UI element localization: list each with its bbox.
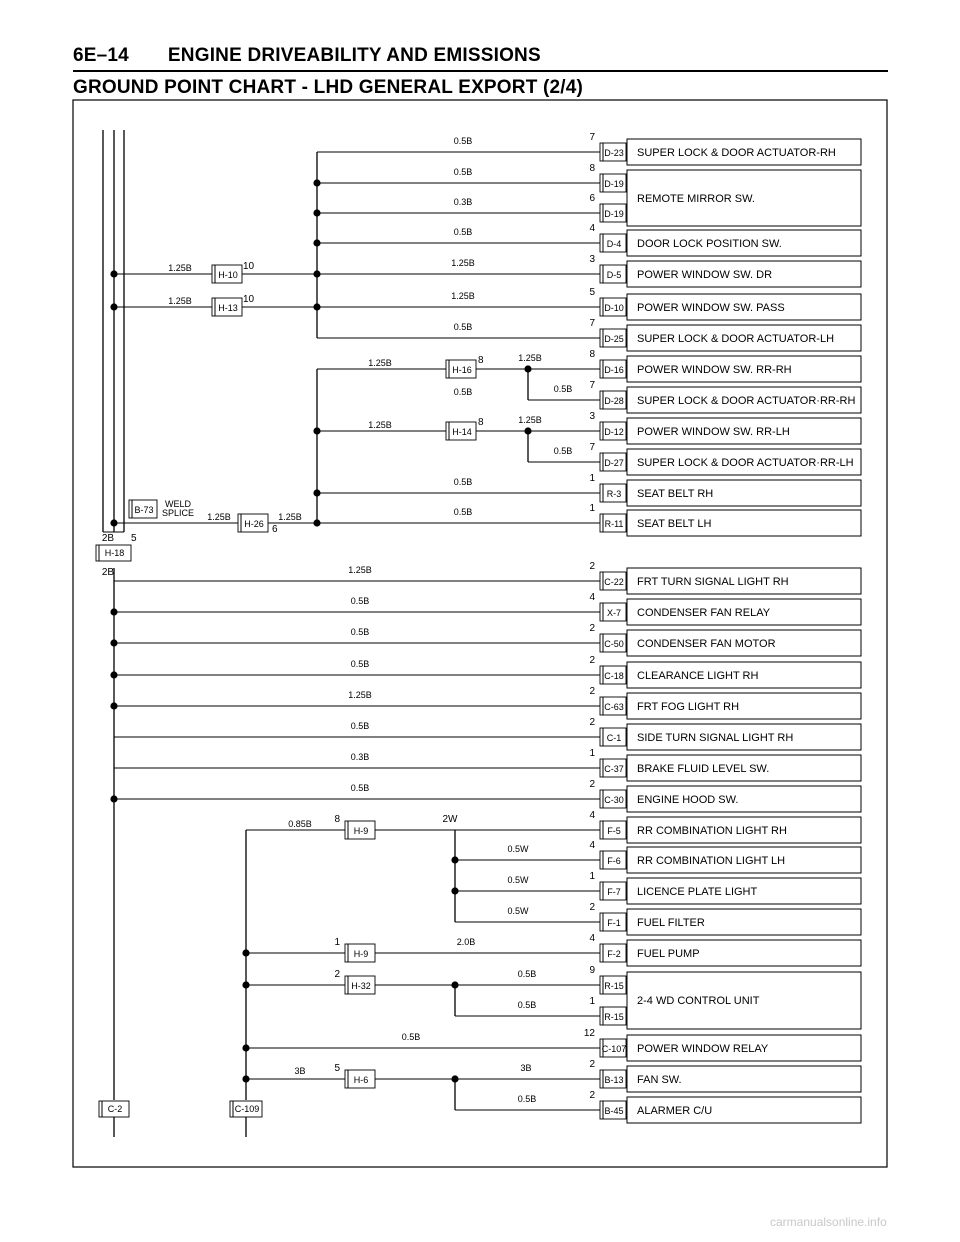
connector-r-3-text: R-3 — [606, 489, 622, 499]
connector-d-4-text: D-4 — [606, 239, 622, 249]
connector-r-15-text: R-15 — [604, 1012, 624, 1022]
wire-spec: 3B — [520, 1063, 532, 1073]
connector-h6-text: H-6 — [353, 1075, 369, 1085]
chart-title: GROUND POINT CHART - LHD GENERAL EXPORT (2/4) — [73, 77, 584, 98]
wire-spec: 0.5B — [453, 477, 473, 487]
pin-number: 4 — [589, 223, 595, 234]
connector-c-37-text: C-37 — [604, 764, 624, 774]
pin-number: 2 — [589, 779, 595, 790]
wire-spec: 2B — [101, 567, 115, 578]
ground-dot — [110, 303, 117, 310]
component-name: RR COMBINATION LIGHT LH — [637, 855, 786, 867]
component-name: FRT FOG LIGHT RH — [637, 701, 740, 713]
wire-spec: 0.5B — [553, 446, 573, 456]
component-name: FRT TURN SIGNAL LIGHT RH — [637, 576, 789, 588]
splice-dot-harness — [242, 949, 249, 956]
connector-d-19-text: D-19 — [604, 179, 624, 189]
component-name: SEAT BELT RH — [637, 488, 714, 500]
component-name: DOOR LOCK POSITION SW. — [637, 238, 782, 250]
component-name: SUPER LOCK & DOOR ACTUATOR·RR-LH — [637, 457, 854, 469]
splice-dot-door — [313, 239, 320, 246]
connector-f-1-text: F-1 — [607, 918, 621, 928]
component-name: SUPER LOCK & DOOR ACTUATOR-RH — [637, 147, 836, 159]
pin-number: 12 — [583, 1028, 595, 1039]
wire-spec: 0.5B — [453, 136, 473, 146]
splice-dot-rrrh — [524, 365, 531, 372]
component-name: FAN SW. — [637, 1074, 682, 1086]
pin-number: 4 — [589, 592, 595, 603]
splice-dot-rear — [313, 519, 320, 526]
splice-points — [110, 179, 531, 1082]
connector-d-27-text: D-27 — [604, 458, 624, 468]
wire-spec: 0.5B — [553, 384, 573, 394]
splice-dot-lights — [451, 887, 458, 894]
splice-dot-door — [313, 303, 320, 310]
pin-number: 7 — [589, 380, 595, 391]
connector-c-18-text: C-18 — [604, 671, 624, 681]
wire-spec: 0.5B — [453, 387, 473, 397]
pin-number: 7 — [589, 318, 595, 329]
pin-number: 2 — [334, 969, 340, 980]
pin-number: 5 — [131, 533, 137, 544]
pin-number: 8 — [589, 349, 595, 360]
connector-r-15-text: R-15 — [604, 981, 624, 991]
connector-h14-text: H-14 — [452, 427, 472, 437]
splice-dot-4wd — [451, 981, 458, 988]
pin-number: 4 — [589, 810, 595, 821]
wire-spec: 2B — [101, 533, 115, 544]
pin-number: 4 — [589, 840, 595, 851]
wire-spec: 0.5B — [453, 322, 473, 332]
connector-d-23-text: D-23 — [604, 148, 624, 158]
connector-f-7-text: F-7 — [607, 887, 621, 897]
pin-number: 1 — [589, 871, 595, 882]
pin-number: 8 — [589, 163, 595, 174]
component-name: SEAT BELT LH — [637, 518, 712, 530]
splice-dot-rear — [313, 489, 320, 496]
component-name: POWER WINDOW SW. DR — [637, 269, 773, 281]
component-name: SUPER LOCK & DOOR ACTUATOR-LH — [637, 333, 835, 345]
wire-spec: 1.25B — [518, 353, 542, 363]
pin-number: 4 — [589, 933, 595, 944]
wire-spec: 1.25B — [368, 420, 392, 430]
connector-d-5-text: D-5 — [606, 270, 622, 280]
component-name: CONDENSER FAN MOTOR — [637, 638, 776, 650]
pin-number: 2 — [589, 561, 595, 572]
wire-spec: 0.5B — [350, 627, 370, 637]
wire-spec: 0.5B — [517, 969, 537, 979]
component-name: FUEL PUMP — [637, 948, 700, 960]
connector-d-28-text: D-28 — [604, 396, 624, 406]
wire-spec: 1.25B — [348, 565, 372, 575]
connector-c109-text: C-109 — [234, 1104, 260, 1114]
wire-spec: 0.5B — [517, 1000, 537, 1010]
connector-d-10-text: D-10 — [604, 303, 624, 313]
connector-d-19-text: D-19 — [604, 209, 624, 219]
component-name: ALARMER C/U — [637, 1105, 713, 1117]
connector-h16-text: H-16 — [452, 365, 472, 375]
pin-number: 2 — [589, 1059, 595, 1070]
pin-number: 3 — [589, 411, 595, 422]
wire-spec: 0.5W — [507, 906, 529, 916]
wire-spec: 1.25B — [278, 512, 302, 522]
pin-number: 2 — [589, 902, 595, 913]
wire-spec: 1.25B — [168, 263, 192, 273]
splice-dot-lights — [451, 856, 458, 863]
component-name: LICENCE PLATE LIGHT — [637, 886, 758, 898]
wire-spec: 2.0B — [456, 937, 476, 947]
wire-spec: 0.3B — [350, 752, 370, 762]
wire-spec: 0.5W — [507, 844, 529, 854]
wire-spec: 1.25B — [168, 296, 192, 306]
connector-h18-text: H-18 — [104, 548, 125, 558]
component-name: SIDE TURN SIGNAL LIGHT RH — [637, 732, 794, 744]
wire-spec: 0.5B — [453, 167, 473, 177]
wire-spec: 0.5W — [507, 875, 529, 885]
connector-c-30-text: C-30 — [604, 795, 624, 805]
wire-spec: 0.5B — [350, 659, 370, 669]
connector-c-63-text: C-63 — [604, 702, 624, 712]
connector-d-25-text: D-25 — [604, 334, 624, 344]
pin-number: 2 — [589, 655, 595, 666]
wire-spec: 1.25B — [368, 358, 392, 368]
connector-h9b-text: H-9 — [353, 949, 369, 959]
ground-dot — [110, 639, 117, 646]
pin-number: 1 — [334, 937, 340, 948]
component-name: RR COMBINATION LIGHT RH — [637, 825, 787, 837]
wire-spec: 1.25B — [451, 291, 475, 301]
ground-dot — [110, 795, 117, 802]
pin-number: 8 — [478, 355, 484, 366]
wire-spec: 1.25B — [207, 512, 231, 522]
pin-number: 10 — [243, 294, 255, 305]
wire-spec: 1.25B — [451, 258, 475, 268]
connector-r-11-text: R-11 — [604, 519, 624, 529]
connector-b-13-text: B-13 — [604, 1075, 624, 1085]
pin-number: 1 — [589, 996, 595, 1007]
wire-spec: 1.25B — [518, 415, 542, 425]
connector-b73-text: B-73 — [134, 505, 154, 515]
component-name: POWER WINDOW SW. RR-LH — [637, 426, 790, 438]
pin-number: 1 — [589, 503, 595, 514]
connector-h9-text: H-9 — [353, 826, 369, 836]
splice-dot-rear — [313, 427, 320, 434]
wire-spec: 0.5B — [350, 596, 370, 606]
connector-c-1-text: C-1 — [606, 733, 622, 743]
pin-number: 8 — [334, 814, 340, 825]
watermark: carmanualsonline.info — [770, 1215, 887, 1229]
pin-number: 9 — [589, 965, 595, 976]
pin-number: 2 — [589, 686, 595, 697]
component-name: CLEARANCE LIGHT RH — [637, 670, 759, 682]
connector-f-6-text: F-6 — [607, 856, 621, 866]
weld-label: WELD — [164, 499, 192, 509]
splice-dot-door — [313, 179, 320, 186]
splice-dot-fan — [451, 1075, 458, 1082]
ground-dot — [110, 671, 117, 678]
component-name: BRAKE FLUID LEVEL SW. — [637, 763, 770, 775]
connector-x-7-text: X-7 — [606, 608, 622, 618]
component-name-remote-mirror: REMOTE MIRROR SW. — [637, 193, 755, 205]
connector-d-12-text: D-12 — [604, 427, 624, 437]
splice-dot-harness — [242, 1075, 249, 1082]
wire-spec: 0.85B — [288, 819, 312, 829]
page-reference: 6E–14 — [73, 45, 129, 66]
component-name: SUPER LOCK & DOOR ACTUATOR·RR-RH — [637, 395, 856, 407]
ground-dot — [110, 519, 117, 526]
connector-labels — [96, 139, 861, 1123]
wire-spec: 0.3B — [453, 197, 473, 207]
wire-spec: 0.5B — [350, 721, 370, 731]
ground-dot — [110, 270, 117, 277]
wire-spec: 2W — [442, 814, 458, 825]
connector-b-45-text: B-45 — [604, 1106, 624, 1116]
pin-number: 2 — [589, 1090, 595, 1101]
component-name: FUEL FILTER — [637, 917, 705, 929]
wire-spec: 1.25B — [348, 690, 372, 700]
pin-number: 5 — [334, 1063, 340, 1074]
splice-dot-rrlh — [524, 427, 531, 434]
connector-d-16-text: D-16 — [604, 365, 624, 375]
pin-number: 10 — [243, 261, 255, 272]
wire-spec: 0.5B — [453, 227, 473, 237]
weld-label: SPLICE — [161, 508, 195, 518]
ground-dot — [110, 608, 117, 615]
pin-number: 7 — [589, 442, 595, 453]
wire-spec: 0.5B — [453, 507, 473, 517]
connector-f-5-text: F-5 — [607, 826, 621, 836]
connector-h26-text: H-26 — [244, 519, 264, 529]
connector-c-50-text: C-50 — [604, 639, 624, 649]
component-name: CONDENSER FAN RELAY — [637, 607, 771, 619]
pin-number: 2 — [589, 623, 595, 634]
pin-number: 8 — [478, 417, 484, 428]
wire-spec: 3B — [294, 1066, 306, 1076]
component-name: POWER WINDOW SW. PASS — [637, 302, 785, 314]
splice-dot-door — [313, 209, 320, 216]
connector-c2-text: C-2 — [107, 1104, 123, 1114]
pin-number: 6 — [589, 193, 595, 204]
pin-number: 3 — [589, 254, 595, 265]
component-name: ENGINE HOOD SW. — [637, 794, 739, 806]
ground-dot — [110, 702, 117, 709]
component-name: POWER WINDOW SW. RR-RH — [637, 364, 792, 376]
splice-dot-harness — [242, 1044, 249, 1051]
wire-spec: 0.5B — [350, 783, 370, 793]
pin-number: 6 — [272, 524, 278, 535]
connector-f-2-text: F-2 — [607, 949, 621, 959]
splice-dot-door — [313, 270, 320, 277]
connector-h32-text: H-32 — [351, 981, 371, 991]
connector-c-107-text: C-107 — [601, 1044, 627, 1054]
wire-spec: 0.5B — [401, 1032, 421, 1042]
wire-spec: 0.5B — [517, 1094, 537, 1104]
component-name: POWER WINDOW RELAY — [637, 1043, 769, 1055]
connector-c-22-text: C-22 — [604, 577, 624, 587]
splice-dot-harness — [242, 981, 249, 988]
connector-h10-text: H-10 — [218, 270, 238, 280]
pin-number: 7 — [589, 132, 595, 143]
connector-h13-text: H-13 — [218, 303, 238, 313]
section-title: ENGINE DRIVEABILITY AND EMISSIONS — [167, 45, 541, 66]
component-name-4wd: 2-4 WD CONTROL UNIT — [637, 995, 760, 1007]
pin-number: 1 — [589, 473, 595, 484]
pin-number: 5 — [589, 287, 595, 298]
pin-number: 2 — [589, 717, 595, 728]
pin-number: 1 — [589, 748, 595, 759]
